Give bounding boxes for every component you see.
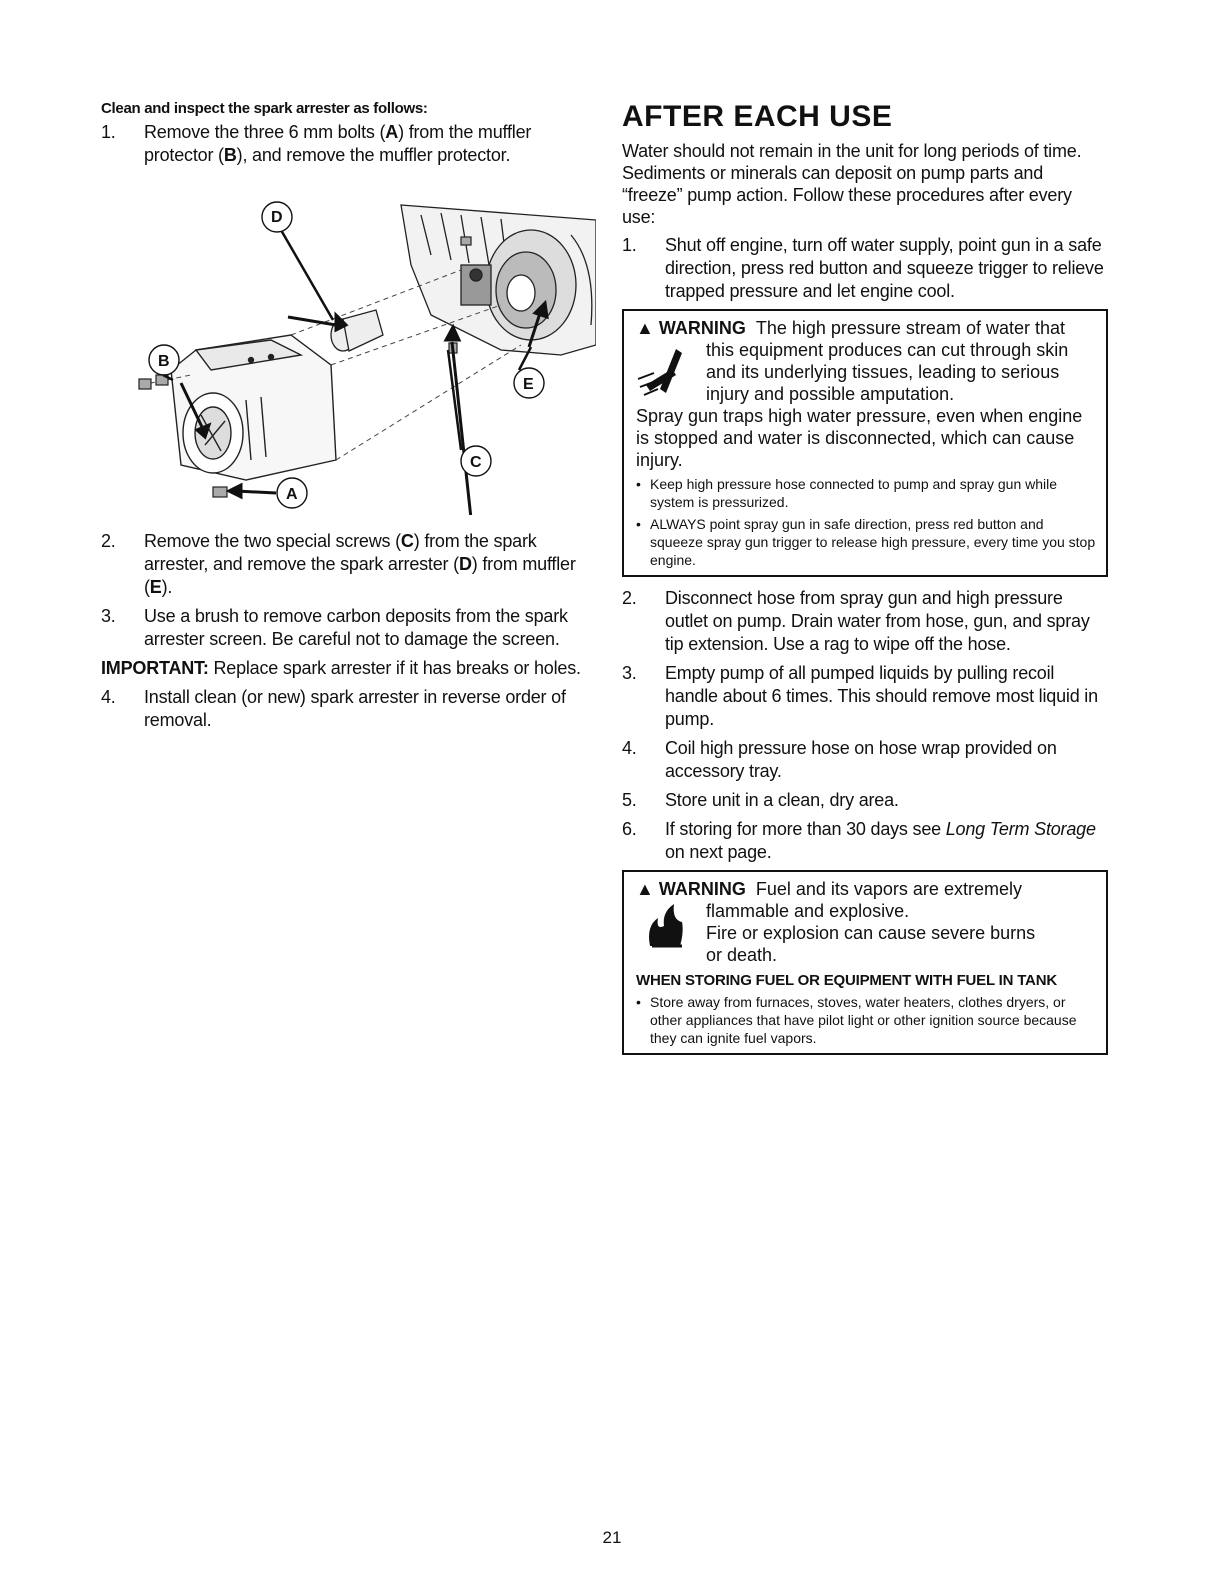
list-item: 6. If storing for more than 30 days see Long Term Storage on next page. bbox=[622, 819, 1096, 862]
warning-bullet: • ALWAYS point spray gun in safe direction, press red button and squeeze spray gun trigger to release high pressure, every time you stop engine. bbox=[636, 516, 1096, 568]
list-item: 4. Install clean (or new) spark arrester in reverse order of removal. bbox=[101, 687, 566, 730]
high-pressure-hazard-icon bbox=[636, 339, 706, 405]
warning-triangle-icon: ▲ bbox=[636, 879, 654, 899]
list-item: 5. Store unit in a clean, dry area. bbox=[622, 790, 899, 810]
warning-box-pressure: ▲ WARNING The high pressure stream of water that this equipment produces can cut through skin and its underlying tissues, leading to serious injury and possible amputation. Spray gun traps high water pressure, even when engine is stopped and water is disconnected, which can cause injury. • Keep high pressure hose connected to pump and spray gun while system is pressurized. • ALWAYS point spray gun in safe direction, press red button and squeeze spray gun trigger to release high pressure, every time you stop engine. bbox=[622, 309, 1108, 577]
label-a: A bbox=[286, 486, 298, 503]
list-item: 4. Coil high pressure hose on hose wrap provided on accessory tray. bbox=[622, 738, 1057, 781]
warning-box-fuel: ▲ WARNING Fuel and its vapors are extremely flammable and explosive. Fire or explosion can cause severe burns or death. WHEN STORING FUEL OR EQUIPMENT WITH FUEL IN TANK • Store away from furnaces, stoves, water heaters, clothes dryers, or other appliances that have pilot light or other ignition source because they can ignite fuel vapors. bbox=[622, 870, 1108, 1055]
label-c: C bbox=[470, 454, 482, 471]
warning-bullet: • Store away from furnaces, stoves, water heaters, clothes dryers, or other appliances that have pilot light or other ignition source because they can ignite fuel vapors. bbox=[636, 994, 1077, 1046]
list-item: 2. Remove the two special screws (C) from the spark arrester, and remove the spark arrester (D) from muffler (E). bbox=[101, 531, 576, 597]
list-item: 1. Remove the three 6 mm bolts (A) from the muffler protector (B), and remove the muffler protector. bbox=[101, 122, 532, 165]
warning-bullet: • Keep high pressure hose connected to pump and spray gun while system is pressurized. bbox=[636, 476, 1058, 510]
label-d: D bbox=[271, 209, 283, 226]
warning-subheading: WHEN STORING FUEL OR EQUIPMENT WITH FUEL IN TANK bbox=[636, 972, 1057, 989]
muffler-diagram bbox=[101, 175, 596, 515]
label-b: B bbox=[158, 353, 170, 370]
intro-paragraph: Water should not remain in the unit for long periods of time. Sediments or minerals can deposit on pump parts and “freeze” pump action. Follow these procedures after every use: bbox=[622, 141, 1082, 227]
muffler-illustration bbox=[101, 175, 591, 520]
list-item: 3. Use a brush to remove carbon deposits from the spark arrester screen. Be careful not to damage the screen. bbox=[101, 606, 568, 649]
section-heading: Clean and inspect the spark arrester as follows: bbox=[101, 100, 428, 117]
right-column bbox=[622, 100, 1108, 1065]
page-number: 21 bbox=[602, 1528, 622, 1547]
label-e: E bbox=[523, 376, 534, 393]
page-title: AFTER EACH USE bbox=[622, 100, 893, 133]
list-item: 3. Empty pump of all pumped liquids by pulling recoil handle about 6 times. This should remove most liquid in pump. bbox=[622, 663, 1098, 729]
warning-triangle-icon: ▲ bbox=[636, 318, 654, 338]
list-item: 1. Shut off engine, turn off water supply, point gun in a safe direction, press red button and squeeze trigger to relieve trapped pressure and let engine cool. bbox=[622, 235, 1104, 301]
important-note: IMPORTANT: Replace spark arrester if it has breaks or holes. bbox=[101, 658, 581, 678]
left-column bbox=[101, 100, 591, 738]
list-item: 2. Disconnect hose from spray gun and high pressure outlet on pump. Drain water from hose, gun, and spray tip extension. Use a rag to wipe off the hose. bbox=[622, 588, 1090, 654]
